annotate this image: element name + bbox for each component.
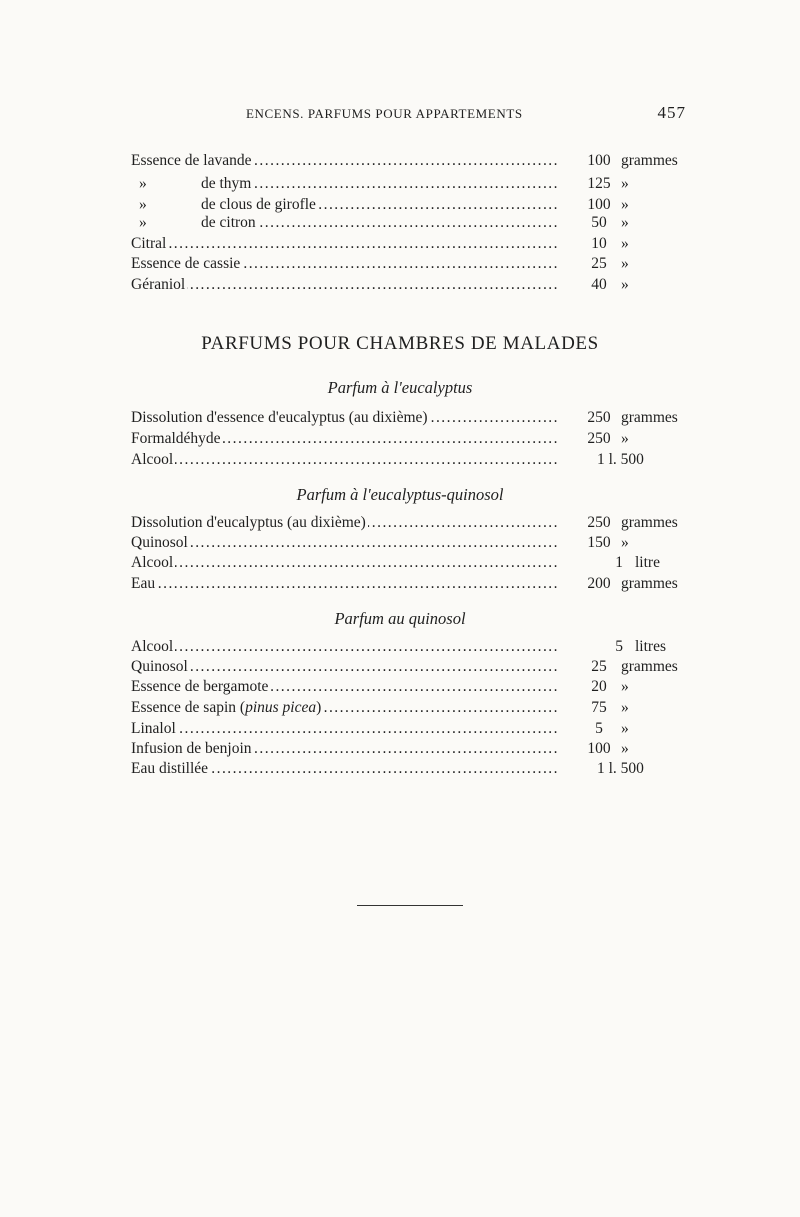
quantity: 5 [595, 720, 603, 737]
ingredient-label: Formaldéhyde [131, 430, 221, 447]
recipe-row [131, 234, 691, 254]
unit: litre [635, 554, 660, 571]
quantity: 1 l. 500 [597, 760, 644, 777]
ingredient-label: Citral [131, 235, 167, 252]
quantity: 1 l. 500 [597, 451, 644, 468]
quantity: 75 [591, 699, 607, 716]
unit: grammes [621, 658, 678, 675]
quantity: 5 [615, 638, 623, 655]
recipe-row [131, 574, 691, 594]
ingredient-label: Eau [131, 575, 156, 592]
unit: » [621, 196, 629, 213]
recipe-row [131, 533, 691, 553]
ingredient-label: de clous de girofle [201, 196, 316, 213]
quantity: 10 [591, 235, 607, 252]
recipe-row [131, 677, 691, 697]
ingredient-label: Infusion de benjoin [131, 740, 252, 757]
quantity: 250 [587, 514, 611, 531]
ingredient-label: Alcool [131, 451, 174, 468]
quantity: 200 [587, 575, 611, 592]
unit: » [621, 276, 629, 293]
unit: litres [635, 638, 666, 655]
recipe-subheading: Parfum à l'eucalyptus-quinosol [296, 485, 504, 504]
quantity: 25 [591, 255, 607, 272]
ingredient-label: Alcool [131, 554, 174, 571]
recipe-row [131, 213, 691, 233]
quantity: 125 [587, 175, 611, 192]
unit: grammes [621, 514, 678, 531]
recipe-row [131, 739, 691, 759]
quantity: 40 [591, 276, 607, 293]
unit: » [621, 678, 629, 695]
recipe-row [131, 195, 691, 215]
unit: » [621, 175, 629, 192]
quantity: 150 [587, 534, 611, 551]
ditto-mark: » [139, 214, 147, 231]
quantity: 100 [587, 740, 611, 757]
unit: » [621, 740, 629, 757]
quantity: 250 [587, 409, 611, 426]
ingredient-label: Essence de bergamote [131, 678, 269, 695]
recipe-row [131, 513, 691, 533]
recipe-row [131, 719, 691, 739]
recipe-row [131, 429, 691, 449]
recipe-subheading: Parfum au quinosol [334, 609, 466, 628]
ingredient-label: Essence de lavande [131, 152, 252, 169]
ingredient-label: Géraniol [131, 276, 186, 293]
ingredient-label-end: ) [316, 699, 322, 716]
ingredient-label: Essence de cassie [131, 255, 241, 272]
quantity: 100 [587, 152, 611, 169]
unit: » [621, 235, 629, 252]
quantity: 100 [587, 196, 611, 213]
unit: grammes [621, 152, 678, 169]
recipe-row [131, 657, 691, 677]
ditto-mark: » [139, 175, 147, 192]
quantity: 20 [591, 678, 607, 695]
running-head [130, 103, 686, 126]
recipe-row [131, 254, 691, 274]
ditto-mark: » [139, 196, 147, 213]
ingredient-label: de citron [201, 214, 256, 231]
quantity: 250 [587, 430, 611, 447]
recipe-row [131, 408, 691, 428]
ingredient-label: Quinosol [131, 658, 188, 675]
unit: » [621, 430, 629, 447]
recipe-row [131, 275, 691, 295]
ingredient-label: Quinosol [131, 534, 188, 551]
ingredient-label: de thym [201, 175, 252, 192]
ingredient-label: Dissolution d'essence d'eucalyptus (au dixième) [131, 409, 428, 426]
quantity: 1 [615, 554, 623, 571]
ingredient-label: Alcool [131, 638, 174, 655]
quantity: 50 [591, 214, 607, 231]
unit: » [621, 214, 629, 231]
recipe-row [131, 698, 691, 718]
running-head-title: ENCENS. PARFUMS POUR APPARTEMENTS [246, 106, 523, 121]
unit: » [621, 255, 629, 272]
recipe-row [131, 637, 691, 657]
ingredient-label: Dissolution d'eucalyptus (au dixième) [131, 514, 366, 531]
recipe-row [131, 450, 691, 470]
quantity: 25 [591, 658, 607, 675]
unit: » [621, 720, 629, 737]
recipe-subheading: Parfum à l'eucalyptus [327, 378, 473, 397]
unit: grammes [621, 409, 678, 426]
ingredient-label: Eau distillée [131, 760, 209, 777]
ingredient-label: Linalol [131, 720, 176, 737]
end-rule [357, 905, 463, 906]
recipe-row [131, 151, 691, 171]
ingredient-label: Essence de sapin ( [131, 699, 246, 716]
section-title: PARFUMS POUR CHAMBRES DE MALADES [201, 333, 599, 354]
unit: » [621, 699, 629, 716]
page-number: 457 [657, 103, 686, 122]
unit: » [621, 534, 629, 551]
recipe-row [131, 553, 691, 573]
latin-name: pinus picea [245, 699, 317, 716]
recipe-row [131, 174, 691, 194]
recipe-row [131, 759, 691, 779]
unit: grammes [621, 575, 678, 592]
